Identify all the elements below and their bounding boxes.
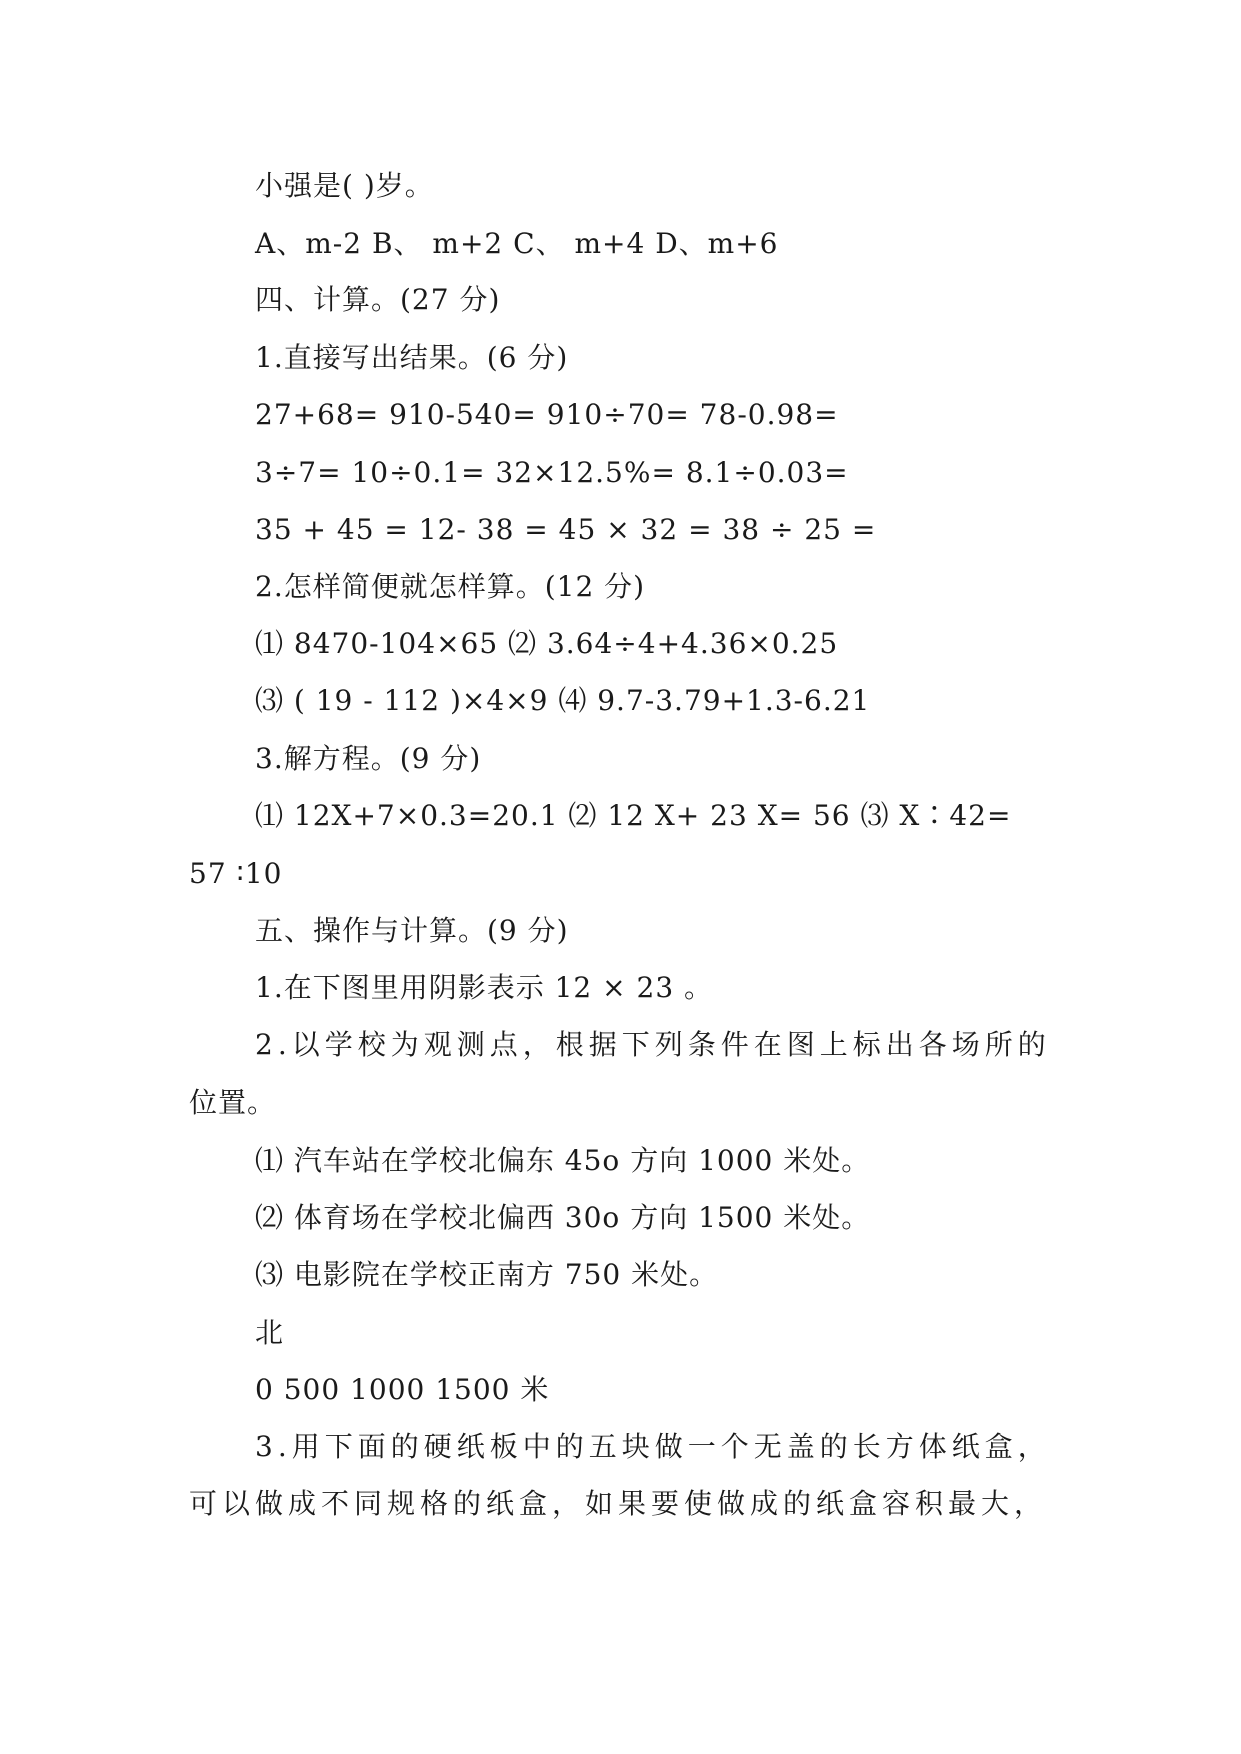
- section-heading: 四、计算。(27 分): [255, 283, 501, 316]
- equation-row: ⑴ 12X+7×0.3=20.1 ⑵ 12 X+ 23 X= 56 ⑶ X∶42=: [255, 799, 1012, 832]
- equation-row-continued: 57 ∶10: [189, 857, 283, 890]
- task-line: 1.在下图里用阴影表示 12 × 23 。: [255, 971, 714, 1004]
- scale-label: 0 500 1000 1500 米: [255, 1373, 550, 1406]
- question-text-line: 小强是( )岁。: [255, 169, 434, 202]
- task-line-continued: 位置。: [189, 1086, 277, 1119]
- north-label: 北: [255, 1316, 285, 1349]
- calculation-row: 35 + 45 = 12- 38 = 45 × 32 = 38 ÷ 25 =: [255, 513, 877, 546]
- condition-line: ⑵ 体育场在学校北偏西 30o 方向 1500 米处。: [255, 1201, 871, 1234]
- condition-line: ⑴ 汽车站在学校北偏东 45o 方向 1000 米处。: [255, 1144, 871, 1177]
- section-heading: 五、操作与计算。(9 分): [255, 914, 569, 947]
- calculation-row: 3÷7= 10÷0.1= 32×12.5%= 8.1÷0.03=: [255, 456, 849, 489]
- calculation-row: 27+68= 910-540= 910÷70= 78-0.98=: [255, 398, 839, 431]
- task-line: 3.用下面的硬纸板中的五块做一个无盖的长方体纸盒，: [255, 1430, 1051, 1463]
- subsection-heading: 2.怎样简便就怎样算。(12 分): [255, 570, 646, 603]
- task-line-continued: 可以做成不同规格的纸盒，如果要使做成的纸盒容积最大，: [189, 1487, 1048, 1520]
- subsection-heading: 3.解方程。(9 分): [255, 742, 482, 775]
- condition-line: ⑶ 电影院在学校正南方 750 米处。: [255, 1258, 719, 1291]
- subsection-heading: 1.直接写出结果。(6 分): [255, 341, 569, 374]
- calculation-row: ⑴ 8470-104×65 ⑵ 3.64÷4+4.36×0.25: [255, 627, 839, 660]
- task-line: 2.以学校为观测点，根据下列条件在图上标出各场所的: [255, 1028, 1051, 1061]
- calculation-row: ⑶ ( 19 - 112 )×4×9 ⑷ 9.7-3.79+1.3-6.21: [255, 684, 871, 717]
- answer-options: A、m-2 B、 m+2 C、 m+4 D、m+6: [255, 227, 779, 260]
